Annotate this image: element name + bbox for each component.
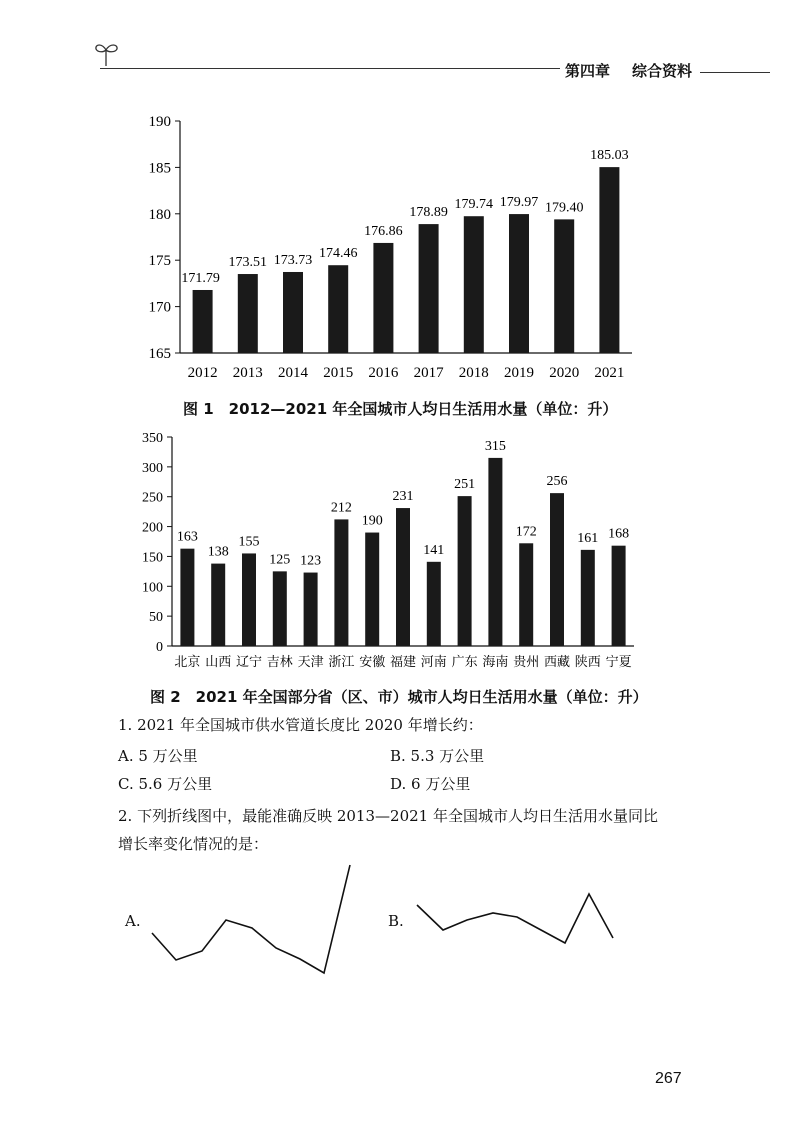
question-1-option-b[interactable]: B. 5.3 万公里	[390, 747, 485, 765]
x-tick-label: 山西	[205, 654, 232, 669]
data-label: 179.40	[544, 200, 584, 216]
chart-2-water-usage-by-province	[0, 425, 800, 675]
y-tick-label: 0	[156, 640, 163, 655]
y-tick-label: 300	[142, 460, 163, 476]
data-label: 256	[546, 474, 568, 490]
data-label: 125	[269, 552, 291, 568]
x-tick-label: 广东	[451, 654, 478, 669]
header-title	[565, 60, 714, 81]
x-tick-label: 海南	[482, 654, 509, 669]
bar	[519, 543, 533, 646]
x-tick-label: 吉林	[266, 654, 293, 669]
bar	[242, 553, 256, 646]
data-label: 161	[577, 530, 599, 546]
data-label: 173.73	[273, 252, 313, 268]
data-label: 123	[300, 553, 322, 569]
bar	[599, 167, 619, 353]
section-label: 综合资料	[632, 62, 693, 80]
y-tick-label: 170	[148, 299, 171, 316]
x-tick-label: 陕西	[574, 654, 601, 669]
y-tick-label: 350	[142, 431, 163, 446]
bar	[458, 496, 472, 646]
bar	[464, 216, 484, 353]
y-tick-label: 165	[148, 346, 171, 362]
chart-1-caption: 图 1 2012—2021 年全国城市人均日生活用水量（单位：升）	[183, 400, 618, 418]
x-tick-label: 2020	[549, 365, 580, 381]
bar	[581, 550, 595, 646]
bar	[273, 571, 287, 646]
data-label: 315	[484, 438, 506, 454]
question-2-option-a-line-chart[interactable]	[140, 855, 360, 980]
x-tick-label: 天津	[297, 654, 324, 669]
x-tick-label: 宁夏	[605, 654, 632, 669]
y-tick-label: 200	[142, 520, 163, 536]
bar	[180, 549, 194, 646]
data-label: 231	[392, 489, 414, 505]
question-1-option-a[interactable]: A. 5 万公里	[118, 747, 198, 765]
bar	[373, 243, 393, 353]
bar	[550, 493, 564, 646]
data-label: 141	[423, 542, 445, 558]
chart-1-water-usage-by-year	[0, 100, 800, 390]
question-2-option-b-label[interactable]: B.	[388, 912, 404, 930]
data-label: 173.51	[228, 255, 268, 271]
bar	[396, 508, 410, 646]
data-label: 176.86	[364, 223, 403, 239]
data-label: 185.03	[590, 148, 629, 164]
question-1-option-d[interactable]: D. 6 万公里	[390, 775, 471, 793]
bar	[328, 265, 348, 353]
x-tick-label: 2017	[413, 365, 444, 381]
bar	[427, 562, 441, 646]
x-tick-label: 2013	[232, 365, 263, 381]
x-tick-label: 贵州	[513, 654, 540, 669]
data-label: 178.89	[409, 205, 448, 221]
data-label: 212	[330, 500, 352, 516]
data-label: 163	[176, 529, 198, 545]
data-label: 179.74	[454, 197, 494, 213]
bar	[365, 533, 379, 646]
y-tick-label: 175	[148, 253, 171, 270]
x-tick-label: 2016	[368, 365, 399, 381]
question-2-option-a-label[interactable]: A.	[125, 912, 141, 930]
question-2-text-line1: 2. 下列折线图中，最能准确反映 2013—2021 年全国城市人均日生活用水量同比	[118, 807, 658, 825]
bar	[334, 519, 348, 646]
bar	[554, 219, 574, 353]
bar	[304, 573, 318, 646]
y-tick-label: 100	[142, 580, 163, 596]
bar	[283, 272, 303, 353]
page-number: 267	[655, 1070, 682, 1087]
x-tick-label: 福建	[389, 654, 417, 669]
x-tick-label: 辽宁	[235, 654, 263, 669]
sprout-logo-icon	[92, 38, 122, 68]
data-label: 168	[608, 526, 630, 542]
option-a-polyline	[152, 865, 350, 973]
x-tick-label: 北京	[174, 654, 201, 669]
x-tick-label: 2019	[504, 365, 534, 381]
bar	[509, 214, 529, 353]
question-1-text: 1. 2021 年全国城市供水管道长度比 2020 年增长约：	[118, 716, 483, 734]
y-tick-label: 250	[142, 490, 163, 506]
x-tick-label: 河南	[420, 654, 447, 669]
header-rule-right	[700, 72, 770, 73]
data-label: 138	[207, 544, 229, 560]
data-label: 155	[238, 534, 260, 550]
y-tick-label: 190	[148, 114, 171, 130]
bar	[488, 458, 502, 646]
data-label: 190	[361, 513, 383, 529]
data-label: 174.46	[318, 246, 358, 262]
y-tick-label: 50	[149, 610, 163, 626]
bar	[238, 274, 258, 353]
question-1-option-c[interactable]: C. 5.6 万公里	[118, 775, 213, 793]
chapter-label: 第四章	[565, 62, 611, 80]
bar	[193, 290, 213, 353]
y-tick-label: 180	[148, 206, 171, 223]
bar	[211, 564, 225, 646]
data-label: 171.79	[181, 270, 220, 286]
chart-2-caption: 图 2 2021 年全国部分省（区、市）城市人均日生活用水量（单位：升）	[150, 688, 648, 706]
x-tick-label: 2018	[458, 365, 489, 381]
x-tick-label: 浙江	[328, 654, 355, 669]
question-2-text-line2: 增长率变化情况的是：	[118, 835, 269, 853]
bar	[612, 546, 626, 646]
x-tick-label: 西藏	[543, 654, 571, 669]
x-tick-label: 2014	[278, 365, 308, 381]
header-rule-left	[100, 68, 560, 69]
x-tick-label: 2021	[594, 365, 625, 381]
data-label: 172	[515, 524, 537, 540]
data-label: 179.97	[499, 195, 539, 211]
y-tick-label: 185	[148, 160, 171, 177]
y-tick-label: 150	[142, 550, 163, 566]
bar	[419, 224, 439, 353]
data-label: 251	[454, 477, 476, 493]
x-tick-label: 安徽	[359, 654, 386, 669]
x-tick-label: 2012	[187, 365, 218, 381]
x-tick-label: 2015	[323, 365, 354, 381]
option-b-polyline	[417, 894, 613, 943]
question-2-option-b-line-chart[interactable]	[405, 880, 625, 950]
